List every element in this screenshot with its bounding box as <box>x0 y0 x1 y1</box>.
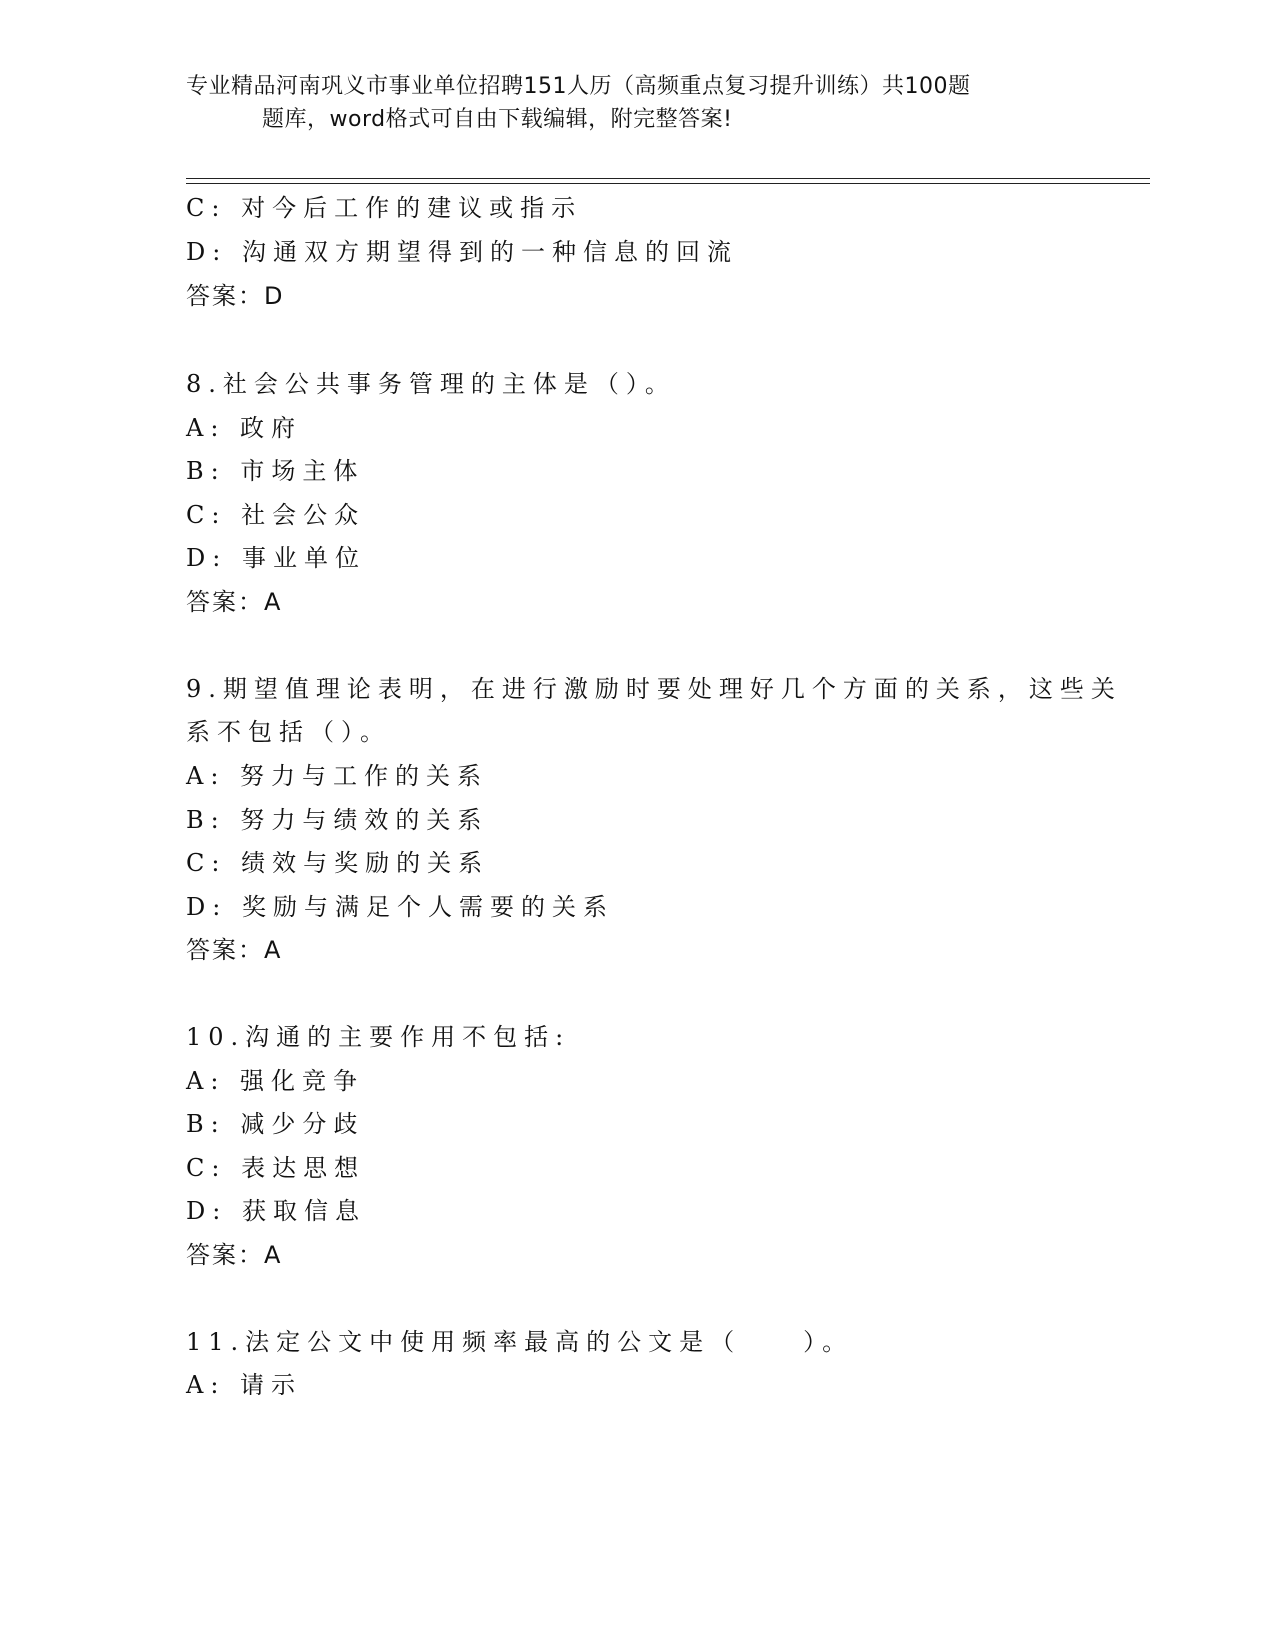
q9-stem-line1: 9.期望值理论表明，在进行激励时要处理好几个方面的关系，这些关 <box>186 675 1122 703</box>
q8-option-d: D: 事业单位 <box>186 544 366 572</box>
q8-option-c: C: 社会公众 <box>186 501 366 529</box>
header-divider-top <box>186 178 1150 179</box>
prev-option-c: C: 对今后工作的建议或指示 <box>186 194 583 222</box>
q10-option-d: D: 获取信息 <box>186 1197 366 1225</box>
q8-option-a: A: 政府 <box>186 414 303 442</box>
q11-stem: 11.法定公文中使用频率最高的公文是（ ）。 <box>186 1328 854 1356</box>
q10-answer: 答案：A <box>186 1241 283 1269</box>
prev-option-d: D: 沟通双方期望得到的一种信息的回流 <box>186 238 738 266</box>
document-header <box>186 70 1086 136</box>
q9-option-b: B: 努力与绩效的关系 <box>186 806 489 834</box>
q9-answer: 答案：A <box>186 936 283 964</box>
q10-option-a: A: 强化竞争 <box>186 1067 365 1095</box>
header-title-line1: 专业精品河南巩义市事业单位招聘151人历（高频重点复习提升训练）共100题 <box>186 74 971 99</box>
q10-option-b: B: 减少分歧 <box>186 1110 365 1138</box>
prev-answer: 答案：D <box>186 282 285 310</box>
q8-option-b: B: 市场主体 <box>186 457 365 485</box>
q9-option-a: A: 努力与工作的关系 <box>186 762 489 790</box>
header-divider-bottom <box>186 183 1150 184</box>
q8-answer: 答案：A <box>186 588 283 616</box>
q9-option-d: D: 奖励与满足个人需要的关系 <box>186 893 614 921</box>
q8-stem: 8.社会公共事务管理的主体是（）。 <box>186 370 676 398</box>
q10-option-c: C: 表达思想 <box>186 1154 366 1182</box>
header-title-line2: 题库，word格式可自由下载编辑，附完整答案! <box>262 107 733 132</box>
q9-option-c: C: 绩效与奖励的关系 <box>186 849 490 877</box>
q11-option-a: A: 请示 <box>186 1371 303 1399</box>
q9-stem-line2: 系不包括（）。 <box>186 718 391 746</box>
q10-stem: 10.沟通的主要作用不包括: <box>186 1023 571 1051</box>
